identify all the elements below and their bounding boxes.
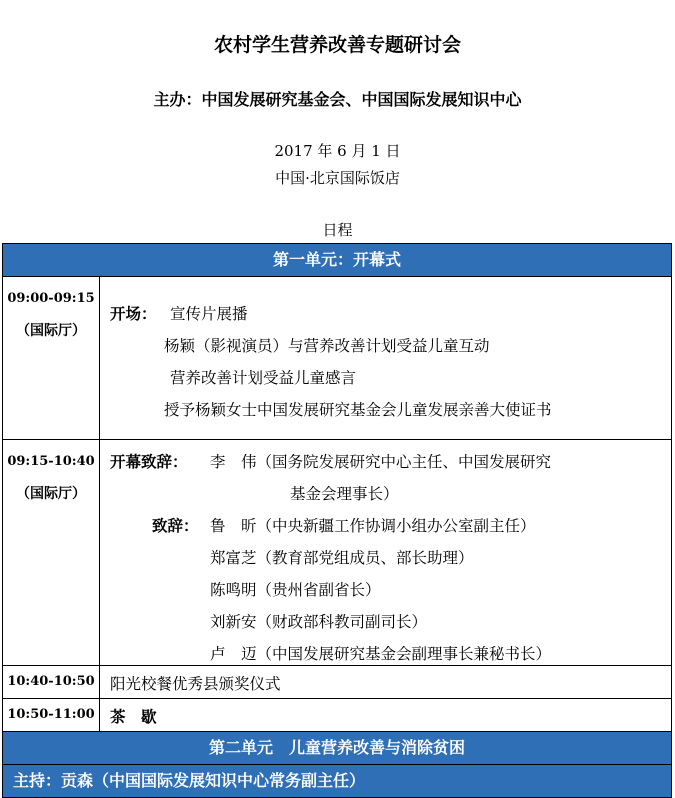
session-time: 10:50-11:00 [3,699,100,731]
session-time: 09:00-09:15 [7,291,95,306]
speaker-line: 基金会理事长） [290,485,399,503]
time-cell [3,277,100,439]
speech-label: 致辞： [152,516,199,535]
session-room: （国际厅） [16,323,86,339]
host-organizations: 主办：中国发展研究基金会、中国国际发展知识中心 [153,90,522,109]
agenda-line: 营养改善计划受益儿童感言 [170,369,357,387]
content-cell [100,277,671,439]
opening-remarks-label: 开幕致辞： [110,452,188,471]
opening-label: 开场： [110,304,157,323]
session-time: 09:15-10:40 [7,454,95,469]
speaker-line: 鲁 昕（中央新疆工作协调小组办公室副主任） [210,517,536,535]
event-date: 2017 年 6 月 1 日 [274,142,401,160]
speaker-line: 卢 迈（中国发展研究基金会副理事长兼秘书长） [210,645,552,663]
session-time: 10:40-10:50 [3,666,100,698]
unit2-header: 第二单元 儿童营养改善与消除贫困 [3,732,671,765]
session-room: （国际厅） [16,486,86,502]
time-cell [3,440,100,665]
agenda-line: 杨颖（影视演员）与营养改善计划受益儿童互动 [164,337,490,355]
table-row-session2 [3,440,671,666]
award-ceremony: 阳光校餐优秀县颁奖仪式 [110,675,281,693]
speaker-line: 陈鸣明（贵州省副省长） [210,581,381,599]
speaker-line: 郑富芝（教育部党组成员、部长助理） [210,549,474,567]
content-cell [100,666,671,698]
table-row-session1 [3,277,671,440]
speaker-line: 刘新安（财政部科教司副司长） [210,613,428,631]
unit1-header: 第一单元：开幕式 [3,244,671,277]
table-row-session3 [3,666,671,699]
page-title: 农村学生营养改善专题研讨会 [213,34,461,56]
unit2-host: 主持：贡森（中国国际发展知识中心常务副主任） [3,765,671,797]
event-venue: 中国·北京国际饭店 [275,169,400,187]
agenda-line: 授予杨颖女士中国发展研究基金会儿童发展亲善大使证书 [164,401,552,419]
schedule-label: 日程 [322,221,353,239]
content-cell [100,699,671,731]
tea-break: 茶 歇 [110,707,157,726]
table-row-session4 [3,699,671,732]
content-cell [100,440,671,665]
speaker-line: 李 伟（国务院发展研究中心主任、中国发展研究 [210,453,552,471]
schedule-table [2,243,672,798]
agenda-line: 宣传片展播 [170,305,248,323]
